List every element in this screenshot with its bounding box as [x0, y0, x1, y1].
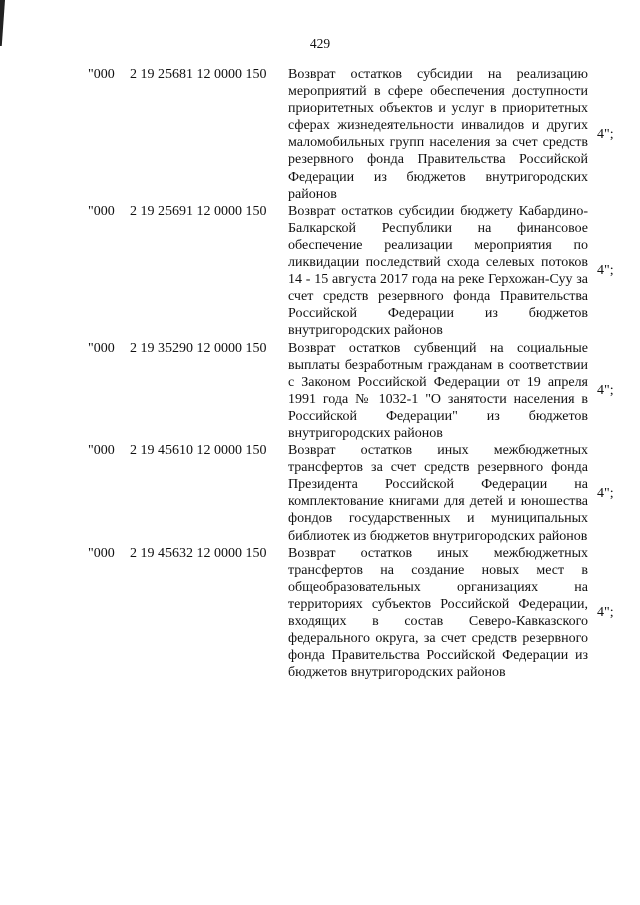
- row-prefix: "000: [88, 67, 115, 82]
- table-row: [0, 545, 640, 682]
- row-suffix: 4";: [597, 126, 614, 142]
- row-description: Возврат остатков иных межбюджетных трансфертов на создание новых мест в общеобразовательных организациях на территориях субъектов Российской Федерации, входящих в состав Северо-Кавказского федерального округа, за счет средств резервного фонда Правительства Российской Федерации из бюджетов внутригородских районов: [288, 545, 588, 681]
- table-row: [0, 66, 640, 203]
- budget-classification-code: 2 19 45610 12 0000 150: [130, 443, 267, 459]
- budget-classification-code: 2 19 25681 12 0000 150: [130, 67, 267, 82]
- table-row: [0, 203, 640, 340]
- row-description: Возврат остатков иных межбюджетных трансфертов за счет средств резервного фонда Президента Российской Федерации на комплектование книгами для детей и юношества фондов государственных и муниципальных библиотек из бюджетов внутригородских районов: [288, 443, 588, 544]
- row-description: Возврат остатков субсидии бюджету Кабардино-Балкарской Республики на финансовое обеспечение реализации мероприятия по ликвидации последствий схода селевых потоков 14 - 15 августа 2017 года на реке Герхожан-Суу за счет средств резервного фонда Правительства Российской Федерации из бюджетов внутригородских районов: [288, 203, 588, 339]
- budget-classification-code: 2 19 25691 12 0000 150: [130, 203, 267, 219]
- row-description: Возврат остатков субвенций на социальные выплаты безработным гражданам в соответствии с Законом Российской Федерации от 19 апреля 1991 года № 1032-1 "О занятости населения в Российской Федерации" из бюджетов внутригородских районов: [288, 340, 588, 441]
- budget-classification-code: 2 19 45632 12 0000 150: [130, 545, 267, 561]
- budget-classification-code: 2 19 35290 12 0000 150: [130, 340, 267, 356]
- row-suffix: 4";: [597, 383, 614, 398]
- budget-code-table: [0, 66, 640, 681]
- row-suffix: 4";: [597, 485, 614, 501]
- row-suffix: 4";: [597, 605, 614, 621]
- row-suffix: 4";: [597, 263, 614, 279]
- row-description: Возврат остатков субсидии на реализацию мероприятий в сфере обеспечения доступности приоритетных объектов и услуг в приоритетных сферах жизнедеятельности инвалидов и других маломобильных групп населения за счет средств резервного фонда Правительства Российской Федерации из бюджетов внутригородских районов: [288, 67, 588, 202]
- row-prefix: "000: [88, 545, 115, 561]
- table-row: [0, 442, 640, 545]
- row-prefix: "000: [88, 203, 115, 219]
- row-prefix: "000: [88, 340, 115, 356]
- table-row: [0, 340, 640, 443]
- page-number: 429: [309, 36, 331, 51]
- row-prefix: "000: [88, 443, 115, 459]
